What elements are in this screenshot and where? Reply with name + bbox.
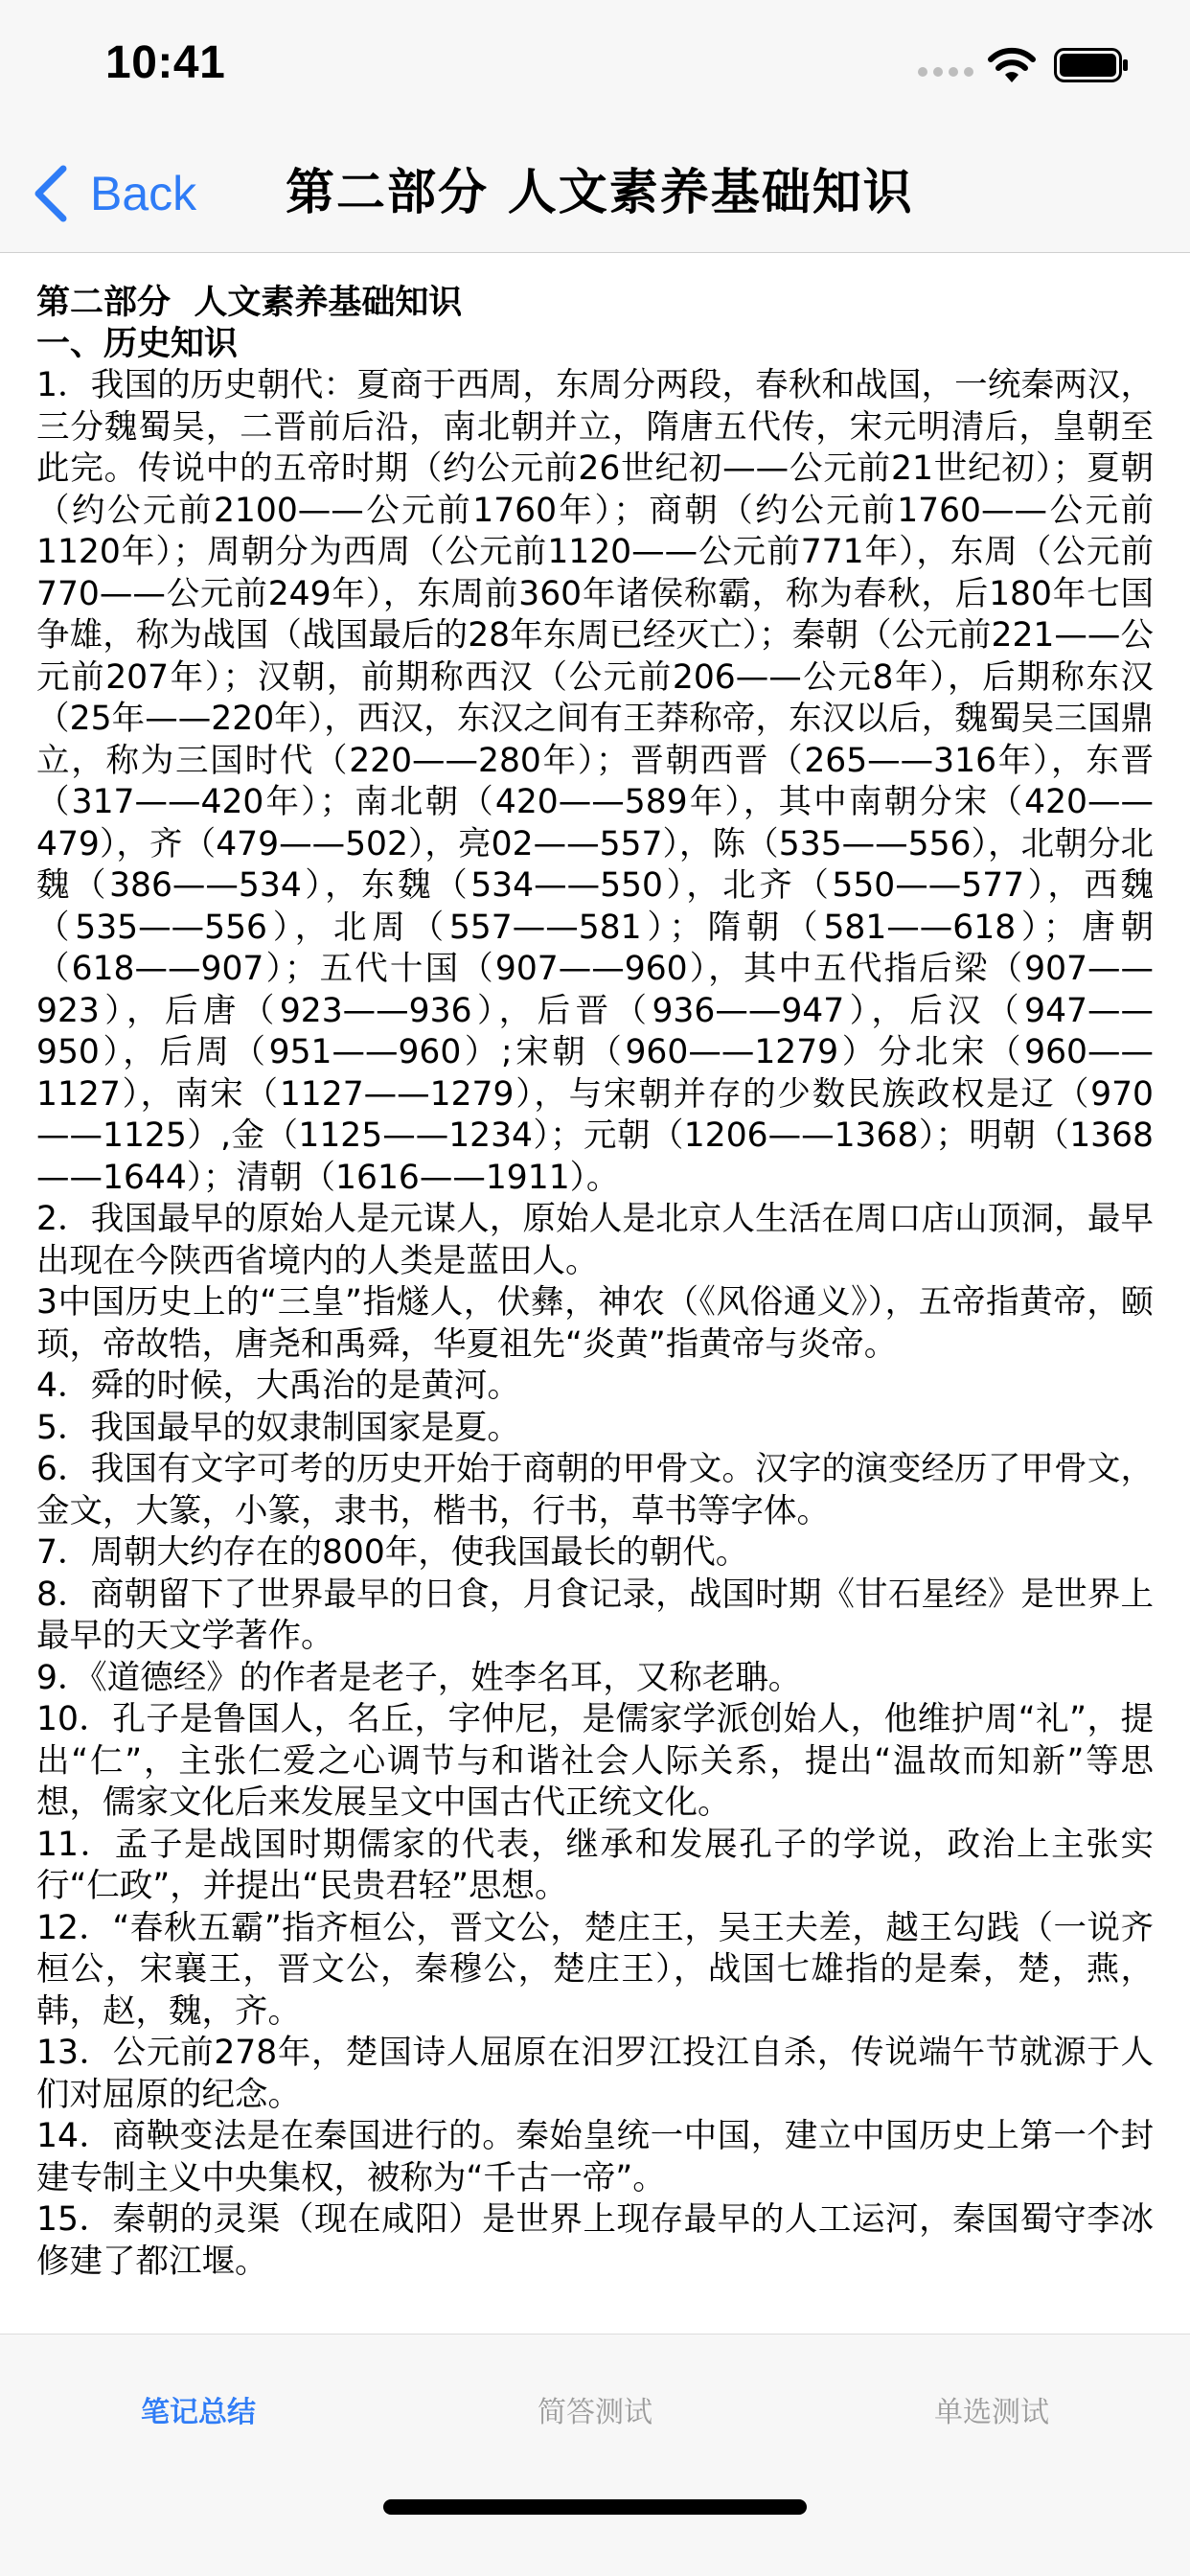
navigation-bar (0, 134, 1190, 253)
paragraph: 7．周朝大约存在的800年，使我国最长的朝代。 (36, 1533, 749, 1572)
tab-bar (0, 2334, 1190, 2576)
paragraph: 1．我国的历史朝代：夏商于西周，东周分两段，春秋和战国，一统秦两汉，三分魏蜀吴，二晋前后沿，南北朝并立，隋唐五代传，宋元明清后，皇朝至此完。传说中的五帝时期（约公元前26世纪初——公元前21世纪初）；夏朝（约公元前2100——公元前1760年）；商朝（约公元前1760——公元前1120年）；周朝分为西周（公元前1120——公元前771年），东周（公元前770——公元前249年），东周前360年诸侯称霸，称为春秋，后180年七国争雄，称为战国（战国最后的28年东周已经灭亡）；秦朝（公元前221——公元前207年）；汉朝，前期称西汉（公元前206——公元8年），后期称东汉（25年——220年），西汉，东汉之间有王莽称帝，东汉以后，魏蜀吴三国鼎立，称为三国时代（220——280年）；晋朝西晋（265——316年），东晋（317——420年）；南北朝（420——589年），其中南朝分宋（420——479），齐（479——502），亮02——557），陈（535——556），北朝分北魏（386——534），东魏（534——550），北齐（550——577），西魏（535——556），北周（557——581）；隋朝（581——618）；唐朝（618——907）；五代十国（907——960），其中五代指后梁（907——923），后唐（923——936），后晋（936——947），后汉（947——950），后周（951——960）;宋朝（960——1279）分北宋（960——1127），南宋（1127——1279），与宋朝并存的少数民族政权是辽（970——1125）,金（1125——1234）；元朝（1206——1368）；明朝（1368——1644）；清朝（1616——1911）。 (36, 366, 1154, 1197)
paragraph: 11．孟子是战国时期儒家的代表，继承和发展孔子的学说，政治上主张实行“仁政”，并提出“民贵君轻”思想。 (36, 1825, 1154, 1905)
tab-single-choice-test[interactable]: 单选测试 (934, 2396, 1049, 2429)
back-label: Back (90, 167, 197, 220)
paragraph: 10．孔子是鲁国人，名丘，字仲尼，是儒家学派创始人，他维护周“礼”，提出“仁”，主张仁爱之心调节与和谐社会人际关系，提出“温故而知新”等思想，儒家文化后来发展呈文中国古代正统文化。 (36, 1700, 1154, 1822)
back-button[interactable] (31, 157, 196, 230)
tab-notes-summary[interactable]: 笔记总结 (141, 2396, 256, 2429)
section-heading: 一、历史知识 (36, 325, 239, 363)
paragraph: 2．我国最早的原始人是元谋人，原始人是北京人生活在周口店山顶洞，最早出现在今陕西省境内的人类是蓝田人。 (36, 1200, 1154, 1280)
tab-short-answer-test[interactable]: 简答测试 (538, 2396, 652, 2429)
paragraph: 12．“春秋五霸”指齐桓公，晋文公，楚庄王，吴王夫差，越王勾践（一说齐桓公，宋襄王，晋文公，秦穆公，楚庄王），战国七雄指的是秦，楚，燕，韩，赵，魏，齐。 (36, 1908, 1154, 2031)
paragraph: 13．公元前278年，楚国诗人屈原在汨罗江投江自杀，传说端午节就源于人们对屈原的纪念。 (36, 2034, 1154, 2114)
paragraph: 8．商朝留下了世界最早的日食，月食记录，战国时期《甘石星经》是世界上最早的天文学著作。 (36, 1575, 1154, 1655)
document-heading: 第二部分 人文素养基础知识 (36, 284, 463, 322)
status-bar (0, 0, 1190, 134)
paragraph: 6．我国有文字可考的历史开始于商朝的甲骨文。汉字的演变经历了甲骨文，金文，大篆，小篆，隶书，楷书，行书，草书等字体。 (36, 1450, 1154, 1530)
paragraph: 14．商鞅变法是在秦国进行的。秦始皇统一中国，建立中国历史上第一个封建专制主义中央集权，被称为“千古一帝”。 (36, 2117, 1154, 2197)
paragraph: 9．《道德经》的作者是老子，姓李名耳，又称老聃。 (36, 1658, 802, 1697)
paragraph: 4．舜的时候，大禹治的是黄河。 (36, 1367, 520, 1405)
wifi-icon (987, 46, 1037, 84)
status-time: 10:41 (105, 37, 226, 88)
note-content[interactable] (0, 254, 1190, 2334)
paragraph: 3中国历史上的“三皇”指燧人，伏彝，神农（《风俗通义》），五帝指黄帝，颐顼，帝故牿，唐尧和禹舜，华夏祖先“炎黄”指黄帝与炎帝。 (36, 1283, 1154, 1364)
chevron-left-icon (31, 164, 69, 223)
paragraph: 5．我国最早的奴隶制国家是夏。 (36, 1408, 520, 1447)
paragraph: 15．秦朝的灵渠（现在咸阳）是世界上现存最早的人工运河，秦国蜀守李冰修建了都江堰。 (36, 2200, 1154, 2281)
battery-icon (1054, 48, 1129, 82)
signal-icon (918, 67, 973, 77)
page-title: 第二部分 人文素养基础知识 (286, 165, 914, 221)
home-indicator[interactable] (383, 2499, 807, 2515)
